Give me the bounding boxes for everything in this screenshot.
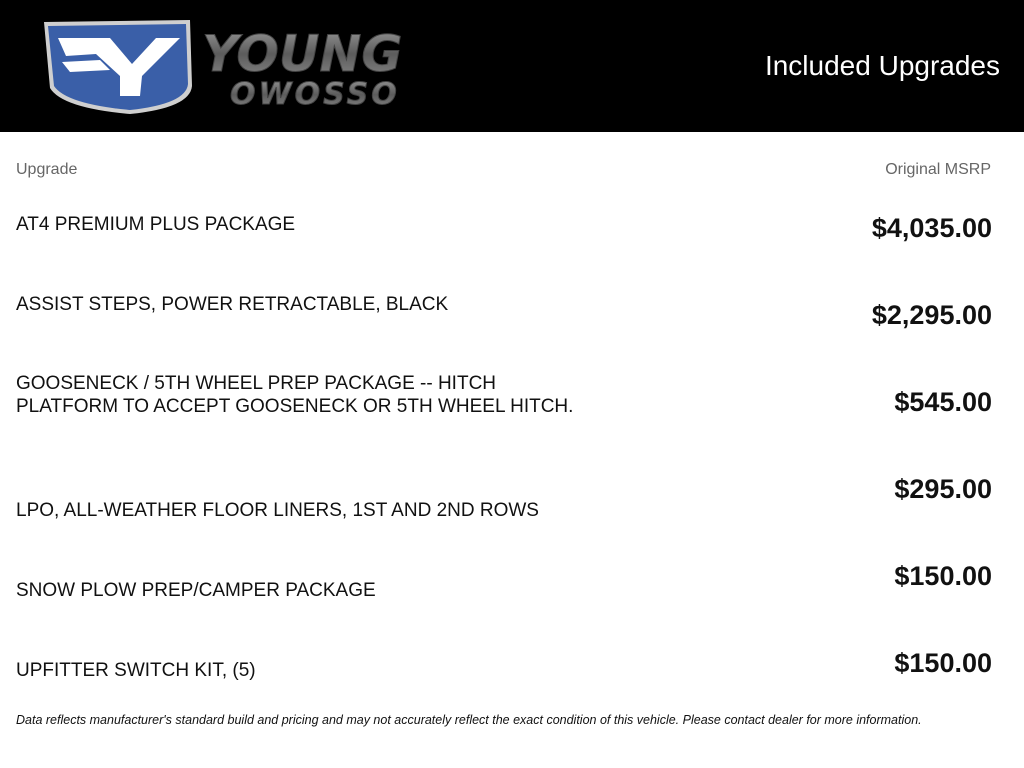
header-banner [0,0,1024,132]
column-header-msrp: Original MSRP [885,161,991,178]
upgrade-price: $2,295.00 [871,300,992,330]
upgrade-name: ASSIST STEPS, POWER RETRACTABLE, BLACK [16,294,449,315]
upgrade-name: SNOW PLOW PREP/CAMPER PACKAGE [16,580,376,601]
page-title: Included Upgrades [764,50,1000,81]
upgrade-price: $545.00 [894,387,992,417]
dealer-logo [40,16,510,120]
disclaimer-text: Data reflects manufacturer's standard build and pricing and may not accurately reflect the exact condition of this vehicle. Please contact dealer for more information. [16,713,922,727]
upgrade-name: UPFITTER SWITCH KIT, (5) [16,660,256,681]
upgrade-name: AT4 PREMIUM PLUS PACKAGE [16,214,296,235]
svg-text:OWOSSO: OWOSSO [230,77,400,112]
upgrade-name: LPO, ALL-WEATHER FLOOR LINERS, 1ST AND 2ND ROWS [16,500,539,521]
svg-text:YOUNG: YOUNG [202,25,403,83]
upgrade-name: GOOSENECK / 5TH WHEEL PREP PACKAGE -- HITCH PLATFORM TO ACCEPT GOOSENECK OR 5TH WHEEL HITCH. [16,373,574,417]
upgrade-price: $295.00 [894,474,992,504]
upgrade-price: $150.00 [894,561,992,591]
column-header-upgrade: Upgrade [16,161,78,178]
upgrade-price: $4,035.00 [871,213,992,243]
upgrade-price: $150.00 [894,648,992,678]
